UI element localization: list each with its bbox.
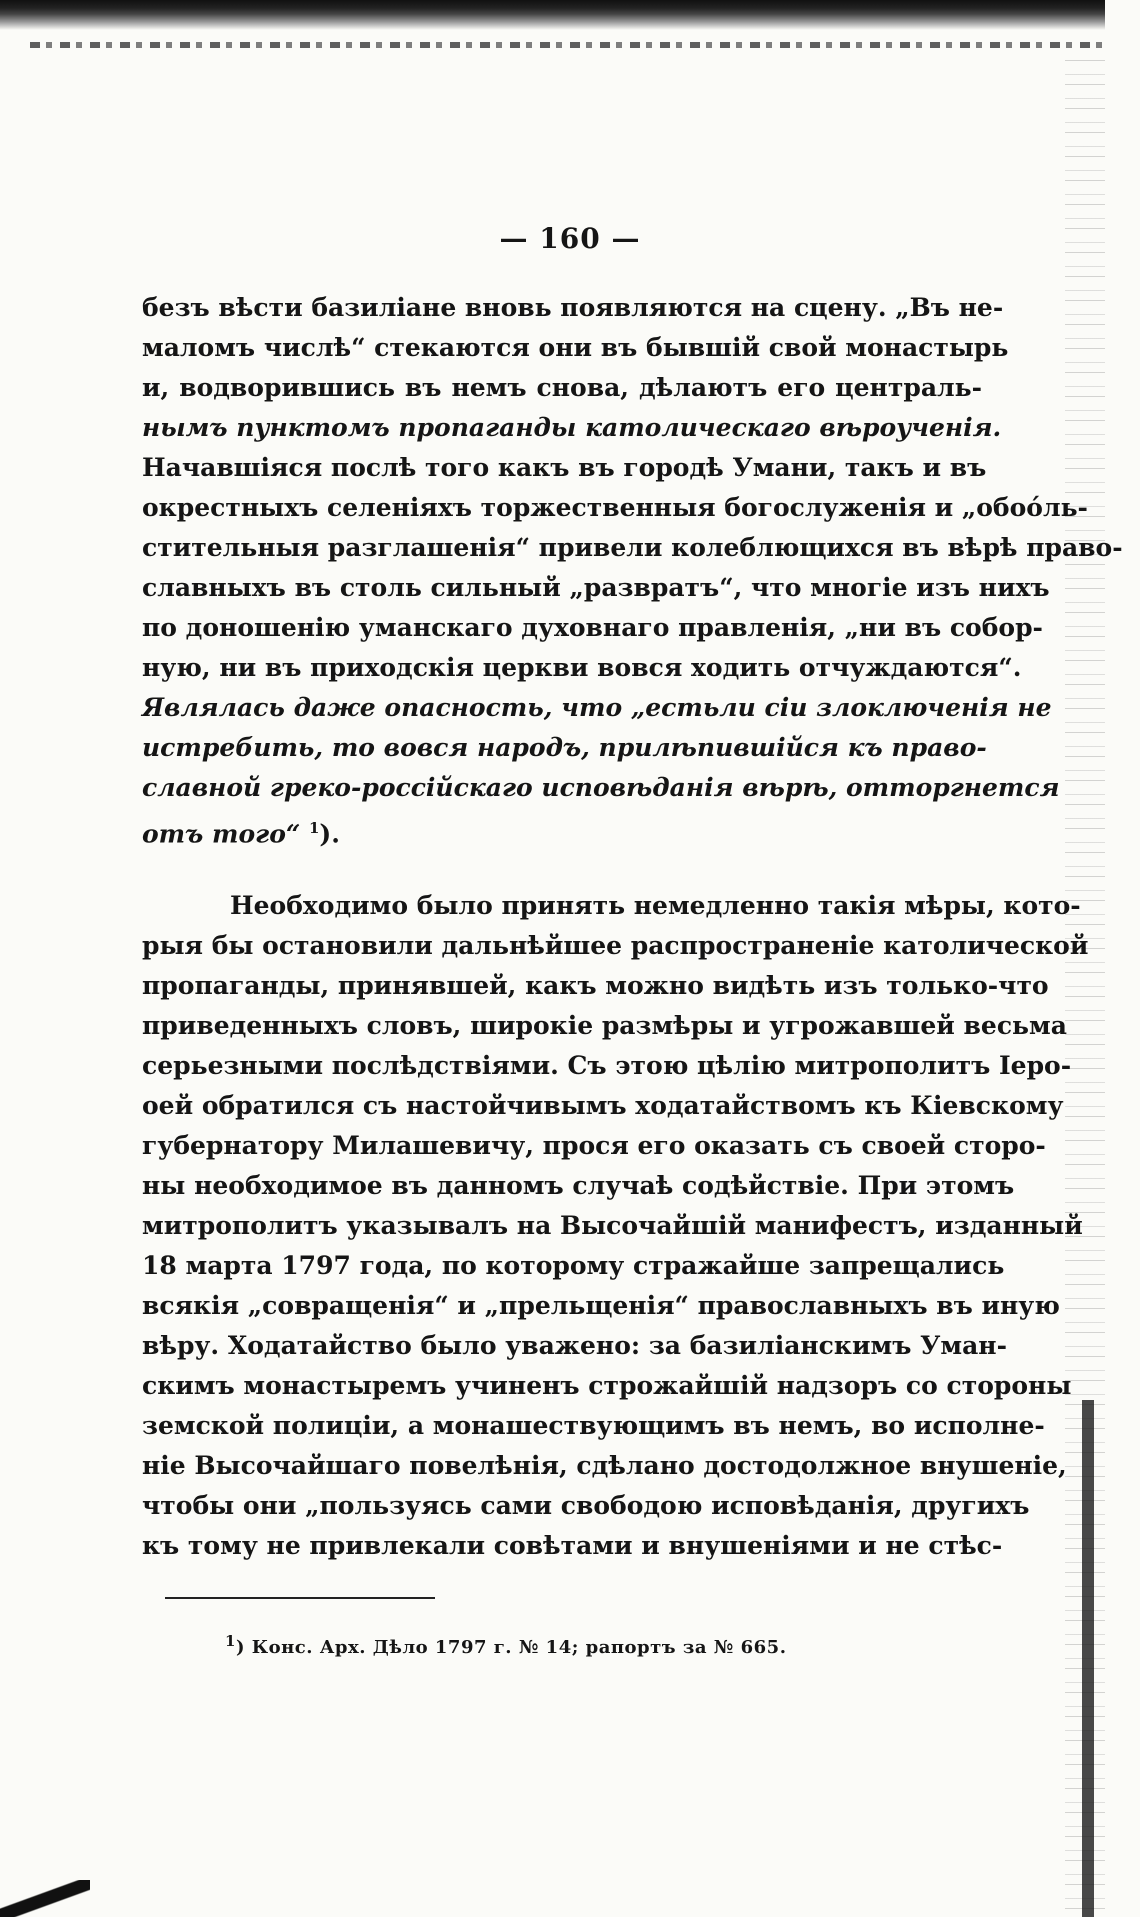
text-line: Являлась даже опасность, что „естьли сіи злоключенія не [142,693,1052,722]
text-line: къ тому не привлекали совѣтами и внушеніями и не стѣс- [142,1531,1003,1560]
page-number: — 160 — [499,222,641,255]
scan-right-edge-shadow [1082,1400,1094,1917]
text-line: нымъ пунктомъ пропаганды католическаго вѣроученія. [142,413,1002,442]
text-line: стительныя разглашенія“ привели колеблющихся въ вѣрѣ право- [142,533,1123,562]
text-line: митрополитъ указывалъ на Высочайшій манифестъ, изданный [142,1211,1083,1240]
text-line: приведенныхъ словъ, широкіе размѣры и угрожавшей весьма [142,1011,1067,1040]
text-line: Начавшіяся послѣ того какъ въ городѣ Умани, такъ и въ [142,453,987,482]
text-line: ніе Высочайшаго повелѣнія, сдѣлано достодолжное внушеніе, [142,1451,1067,1480]
text-line: 18 марта 1797 года, по которому стражайше запрещались [142,1251,1005,1280]
text-line: Необходимо было принять немедленно такія мѣры, кото- [230,891,1081,920]
text-line: земской полиціи, а монашествующимъ въ немъ, во исполне- [142,1411,1045,1440]
text-line: вѣру. Ходатайство было уважено: за базиліанскимъ Уман- [142,1331,1007,1360]
text-line: рыя бы остановили дальнѣйшее распространеніе католической [142,931,1089,960]
text-line: по доношенію уманскаго духовнаго правленія, „ни въ собор- [142,613,1043,642]
text-line: безъ вѣсти базиліане вновь появляются на сцену. „Въ не- [142,293,1004,322]
text-line: ную, ни въ приходскія церкви вовся ходить отчуждаются“. [142,653,1022,682]
text-line: чтобы они „пользуясь сами свободою исповѣданія, другихъ [142,1491,1030,1520]
paragraph-2 [142,886,1089,1566]
footnote [225,1632,786,1658]
text-line: оей обратился съ настойчивымъ ходатайствомъ къ Кіевскому [142,1091,1064,1120]
scan-top-border [0,0,1105,58]
footnote-marker: 1 [225,1632,236,1650]
text-line: истребить, то вовся народъ, прилѣпившійся къ право- [142,733,987,762]
text-line: серьезными послѣдствіями. Съ этою цѣлію митрополитъ Іеро- [142,1051,1072,1080]
text-line: ны необходимое въ данномъ случаѣ содѣйствіе. При этомъ [142,1171,1015,1200]
text-line: пропаганды, принявшей, какъ можно видѣть изъ только-что [142,971,1049,1000]
footnote-divider [165,1597,435,1599]
text-line: окрестныхъ селеніяхъ торжественныя богослуженія и „обоо́ль- [142,493,1088,522]
footnote-text: ) Конс. Арх. Дѣло 1797 г. № 14; рапортъ за № 665. [235,1637,787,1658]
closing-punct: ). [319,819,340,849]
text-line: и, водворившись въ немъ снова, дѣлаютъ его централь- [142,373,982,402]
footnote-ref: 1 [308,819,320,837]
text-line: всякія „совращенія“ и „прельщенія“ православныхъ въ иную [142,1291,1060,1320]
text-line-closing [142,808,982,848]
scan-bottom-corner-mark [0,1880,90,1917]
paragraph-1 [142,288,1123,849]
text-fragment: отъ того“ [142,819,301,849]
text-line: славныхъ въ столь сильный „развратъ“, что многіе изъ нихъ [142,573,1050,602]
text-line: скимъ монастыремъ учиненъ строжайшій надзоръ со стороны [142,1371,1072,1400]
text-line: губернатору Милашевичу, прося его оказать съ своей сторо- [142,1131,1046,1160]
text-line: маломъ числѣ“ стекаются они въ бывшій свой монастырь [142,333,1009,362]
text-line: славной греко-россійскаго исповѣданія вѣрѣ, отторгнется [142,773,1060,802]
